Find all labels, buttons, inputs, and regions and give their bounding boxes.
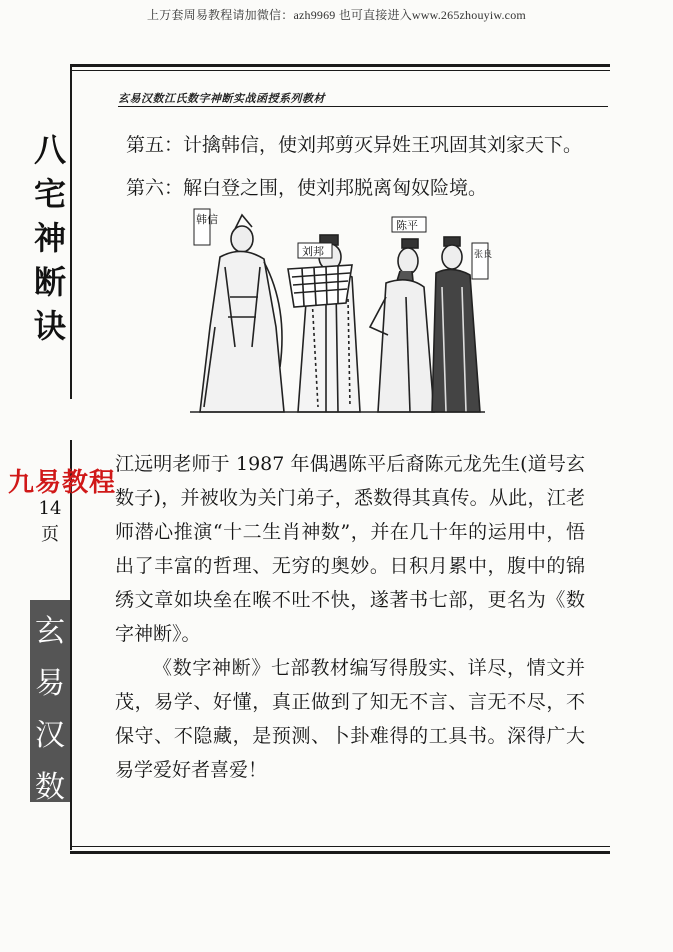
figure-hanxin bbox=[200, 215, 284, 412]
side-title-char: 八 bbox=[33, 131, 66, 169]
header-underline bbox=[118, 106, 608, 107]
left-frame-line-lower bbox=[70, 440, 72, 850]
page-number-value: 14 bbox=[38, 498, 62, 519]
left-frame-line bbox=[70, 64, 72, 399]
label-liubang: 刘邦 bbox=[302, 245, 324, 258]
side-box-char: 易 bbox=[35, 666, 65, 701]
label-hanxin: 韩信 bbox=[196, 213, 218, 226]
figure-liubang bbox=[298, 235, 360, 412]
paragraph-praise: 《数字神断》七部教材编写得殷实、详尽，情文并茂，易学、好懂，真正做到了知无不言、言无不尽，不保守、不隐藏，是预测、卜卦难得的工具书。深得广大易学爱好者喜爱！ bbox=[115, 657, 585, 781]
basket bbox=[288, 265, 352, 307]
header-series-title: 玄易汉数江氏数字神断实战函授系列教材 bbox=[118, 92, 325, 105]
top-rule-thin bbox=[70, 70, 610, 71]
page-number bbox=[30, 470, 70, 548]
paragraph-lineage: 江远明老师于 1987 年偶遇陈平后裔陈元龙先生(道号玄数子)，并被收为关门弟子，悉数得其真传。从此，江老师潜心推演“十二生肖神数”，并在几十年的运用中，悟出了丰富的哲理、无穷的奥妙。日积月累中，腹中的锦绣文章如块垒在喉不吐不快，遂著书七部，更名为《数字神断》。 bbox=[115, 453, 585, 645]
side-box-char: 汉 bbox=[35, 718, 65, 753]
bottom-rule-thin bbox=[70, 846, 610, 847]
side-title-char: 断 bbox=[33, 263, 66, 301]
top-watermark: 上万套周易教程请加微信：azh9969 也可直接进入www.265zhouyiw.com bbox=[147, 8, 526, 22]
side-box-char: 数 bbox=[35, 770, 65, 805]
item-six: 第六：解白登之围，使刘邦脱离匈奴险境。 bbox=[126, 177, 488, 199]
page-number-suffix: 页 bbox=[41, 524, 59, 545]
label-chenping: 陈平 bbox=[396, 219, 418, 232]
side-box-char: 玄 bbox=[35, 614, 65, 649]
item-five: 第五：计擒韩信，使刘邦剪灭异姓王巩固其刘家天下。 bbox=[126, 134, 583, 156]
bottom-rule-thick bbox=[70, 851, 610, 854]
side-title-char: 神 bbox=[33, 219, 66, 257]
top-rule-thick bbox=[70, 64, 610, 67]
side-title-char: 宅 bbox=[33, 175, 66, 213]
side-book-title bbox=[30, 128, 70, 348]
side-brand-box bbox=[30, 600, 70, 805]
side-title-char: 诀 bbox=[33, 307, 66, 345]
label-zhangliang: 张良 bbox=[474, 250, 493, 260]
historical-figures-illustration bbox=[180, 207, 495, 417]
red-watermark: 九易教程 bbox=[8, 468, 117, 498]
figure-chenping bbox=[370, 239, 434, 412]
